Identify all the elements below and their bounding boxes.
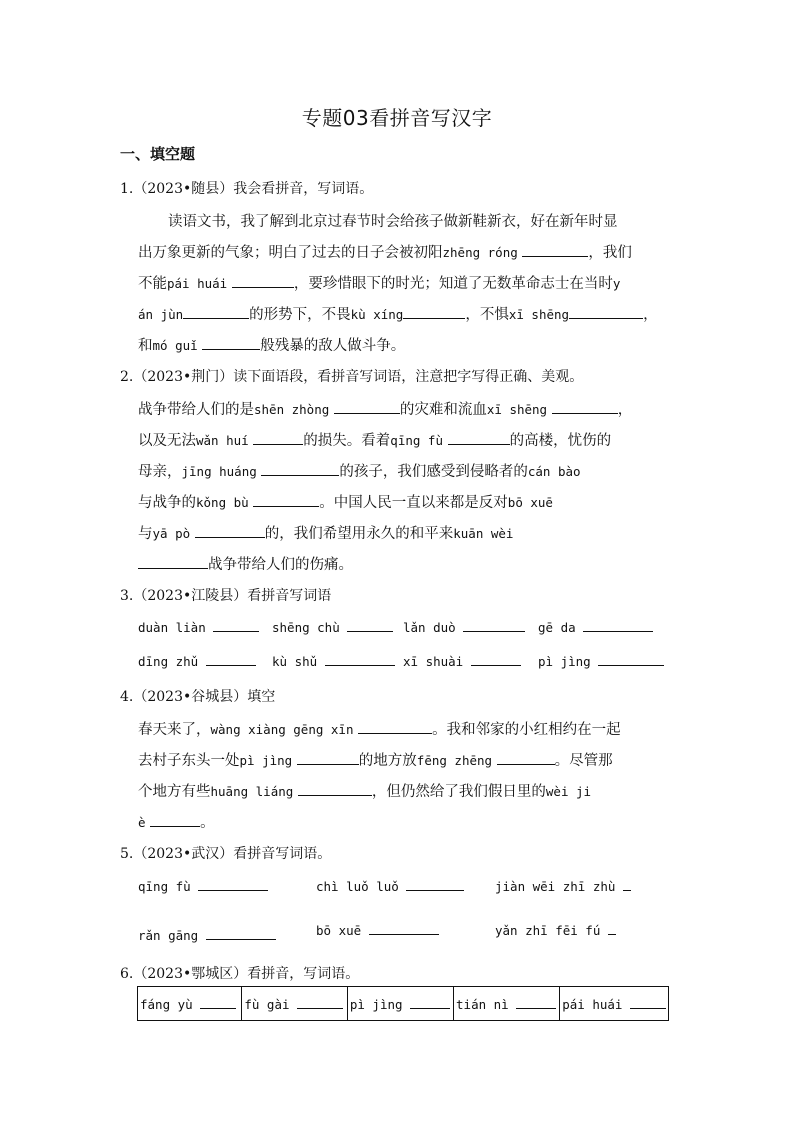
pinyin: pái huái: [562, 996, 623, 1012]
q2-line-6: [138, 553, 353, 574]
pinyin: yā pò: [152, 526, 191, 541]
q5-item: [138, 878, 268, 894]
answer-blank[interactable]: [297, 996, 343, 1009]
q4-line-4: [138, 811, 215, 832]
q1-text: ，: [643, 307, 658, 323]
q1-text: ，不惧: [465, 307, 509, 323]
pinyin: jīng huáng: [181, 464, 257, 479]
question-2-heading: 2.（2023•荆门）读下面语段，看拼音写词语，注意把字写得正确、美观。: [120, 369, 584, 385]
pinyin: duàn liàn: [138, 620, 206, 635]
pinyin: án jùn: [138, 307, 184, 322]
answer-blank[interactable]: [522, 244, 588, 257]
pinyin: shēng chù: [272, 620, 340, 635]
table-cell: [242, 987, 347, 1021]
answer-blank[interactable]: [598, 653, 664, 666]
q5-item: [495, 878, 631, 894]
pinyin: tián nì: [456, 996, 509, 1012]
question-3-heading: 3.（2023•江陵县）看拼音写词语: [120, 588, 332, 604]
answer-blank[interactable]: [608, 922, 616, 935]
q4-text: 去村子东头一处: [138, 753, 240, 769]
q3-item: [403, 619, 525, 635]
pinyin: mó guǐ: [152, 338, 198, 353]
pinyin: fù gài: [244, 996, 290, 1012]
pinyin: yǎn zhī fēi fú: [495, 923, 601, 938]
pinyin: bō xuē: [507, 495, 553, 510]
q4-text: 个地方有些: [138, 784, 211, 800]
q2-text: 母亲，: [138, 464, 182, 480]
q6-table: [137, 986, 669, 1021]
pinyin: y: [612, 276, 621, 291]
answer-blank[interactable]: [253, 494, 319, 507]
pinyin: pì jìng: [239, 753, 293, 768]
q1-text: 不能: [138, 276, 167, 292]
answer-blank[interactable]: [630, 996, 666, 1009]
q1-line-2: [138, 241, 632, 262]
answer-blank[interactable]: [334, 401, 400, 414]
q3-item: [138, 653, 256, 669]
q1-text: 读语文书，我了解到北京过春节时会给孩子做新鞋新衣，好在新年时显: [168, 214, 618, 230]
q4-line-1: [138, 718, 621, 739]
pinyin: dīng zhǔ: [138, 654, 199, 669]
pinyin: qīng fù: [390, 433, 443, 448]
answer-blank[interactable]: [552, 401, 618, 414]
answer-blank[interactable]: [448, 432, 510, 445]
pinyin: kù xíng: [350, 307, 404, 322]
q1-line-5: [138, 334, 405, 355]
pinyin: fēng zhēng: [416, 753, 493, 768]
answer-blank[interactable]: [206, 653, 256, 666]
question-5-heading: 5.（2023•武汉）看拼音写词语。: [120, 846, 332, 862]
pinyin: fáng yù: [140, 996, 193, 1012]
q3-item: [403, 653, 521, 669]
section-heading: 一、填空题: [120, 145, 196, 163]
answer-blank[interactable]: [200, 996, 236, 1009]
pinyin: xī shuài: [403, 654, 464, 669]
q4-line-3: [138, 780, 591, 801]
q2-text: 的孩子，我们感受到侵略者的: [339, 464, 528, 480]
pinyin: qīng fù: [138, 879, 191, 894]
answer-blank[interactable]: [569, 306, 643, 319]
pinyin: jiàn wēi zhī zhù: [495, 879, 616, 894]
answer-blank[interactable]: [471, 653, 521, 666]
q1-text: 出万象更新的气象；明白了过去的日子会被初阳: [138, 245, 443, 261]
q2-text: 战争带给人们的伤痛。: [208, 557, 353, 573]
answer-blank[interactable]: [516, 996, 556, 1009]
q3-item: [138, 619, 259, 635]
table-cell: [560, 987, 669, 1021]
q2-text: 。中国人民一直以来都是反对: [319, 495, 508, 511]
pinyin: kù shǔ: [272, 654, 318, 669]
q4-text: 。我和邻家的小红相约在一起: [432, 722, 621, 738]
answer-blank[interactable]: [202, 337, 260, 350]
pinyin: pì jìng: [349, 996, 403, 1012]
q4-text: 。: [200, 815, 215, 831]
table-row: [138, 987, 669, 1021]
answer-blank[interactable]: [253, 432, 303, 445]
answer-blank[interactable]: [623, 878, 631, 891]
q5-item: [316, 922, 439, 938]
question-4-heading: 4.（2023•谷城县）填空: [120, 689, 276, 705]
q4-text: 春天来了，: [138, 722, 211, 738]
answer-blank[interactable]: [150, 814, 200, 827]
answer-blank[interactable]: [410, 996, 450, 1009]
q2-line-5: [138, 522, 513, 543]
table-cell: [347, 987, 453, 1021]
pinyin: wèi ji: [545, 784, 592, 799]
q1-text: 和: [138, 338, 153, 354]
q2-line-3: [138, 460, 581, 481]
q2-text: 以及无法: [138, 433, 196, 449]
answer-blank[interactable]: [138, 556, 208, 569]
pinyin: kuān wèi: [453, 526, 514, 541]
q5-item: [495, 922, 616, 938]
q1-text: ，我们: [588, 245, 632, 261]
question-1-heading: 1.（2023•随县）我会看拼音，写词语。: [120, 181, 374, 197]
q2-line-1: [138, 398, 632, 419]
q2-text: 战争带给人们的是: [138, 402, 254, 418]
q1-line-3: [138, 272, 620, 293]
answer-blank[interactable]: [403, 306, 465, 319]
q4-text: 。尽管那: [554, 753, 613, 769]
answer-blank[interactable]: [261, 463, 339, 476]
q3-item: [272, 653, 395, 669]
q2-text: 与: [138, 526, 153, 542]
answer-blank[interactable]: [369, 922, 439, 935]
page-title: 专题03看拼音写汉字: [301, 106, 493, 130]
pinyin: lǎn duò: [403, 620, 456, 635]
pinyin: xī shēng: [508, 307, 570, 322]
q5-item: [316, 878, 464, 894]
pinyin: cán bào: [527, 464, 581, 479]
q4-line-2: [138, 749, 613, 770]
q1-line-4: [138, 303, 658, 324]
q1-text: 的形势下，不畏: [249, 307, 351, 323]
q1-text: 般残暴的敌人做斗争。: [260, 338, 406, 354]
q4-text: ，但仍然给了我们假日里的: [371, 784, 546, 800]
answer-blank[interactable]: [325, 653, 395, 666]
pinyin: zhēng róng: [442, 245, 518, 260]
pinyin: bō xuē: [316, 923, 362, 938]
q2-line-2: [138, 429, 611, 450]
pinyin: wàng xiàng gēng xīn: [210, 722, 354, 737]
q4-text: 的地方放: [358, 753, 417, 769]
answer-blank[interactable]: [406, 878, 464, 891]
pinyin: kǒng bù: [196, 495, 249, 510]
q5-item: [138, 927, 276, 943]
q3-item: [272, 619, 393, 635]
answer-blank[interactable]: [347, 619, 393, 632]
table-cell: [454, 987, 560, 1021]
pinyin: gē da: [538, 620, 576, 635]
q2-text: 的灾难和流血: [399, 402, 487, 418]
pinyin: chì luǒ luǒ: [316, 879, 399, 894]
pinyin: pái huái: [167, 276, 228, 291]
answer-blank[interactable]: [583, 619, 653, 632]
answer-blank[interactable]: [206, 927, 276, 940]
q2-text: 的高楼，忧伤的: [509, 433, 612, 449]
question-6-heading: 6.（2023•鄂城区）看拼音，写词语。: [120, 966, 360, 982]
answer-blank[interactable]: [463, 619, 525, 632]
answer-blank[interactable]: [497, 752, 555, 765]
pinyin: huāng liáng: [210, 784, 294, 799]
answer-blank[interactable]: [358, 721, 432, 734]
pinyin: shēn zhòng: [254, 402, 330, 417]
answer-blank[interactable]: [198, 878, 268, 891]
q3-item: [538, 619, 653, 635]
q3-item: [538, 653, 664, 669]
pinyin: xī shēng: [486, 402, 548, 417]
q1-line-1: [168, 210, 618, 231]
answer-blank[interactable]: [297, 752, 359, 765]
q2-text: 与战争的: [138, 495, 196, 511]
q2-text: 的损失。看着: [303, 433, 391, 449]
q2-line-4: [138, 491, 553, 512]
table-cell: [138, 987, 242, 1021]
q2-text: 的，我们希望用永久的和平来: [264, 526, 454, 542]
answer-blank[interactable]: [183, 306, 249, 319]
answer-blank[interactable]: [232, 275, 294, 288]
pinyin: wǎn huí: [196, 433, 249, 448]
q1-text: ，要珍惜眼下的时光；知道了无数革命志士在当时: [293, 276, 613, 292]
pinyin: è: [138, 815, 146, 830]
pinyin: pì jìng: [538, 654, 591, 669]
answer-blank[interactable]: [213, 619, 259, 632]
pinyin: rǎn gāng: [138, 928, 199, 943]
answer-blank[interactable]: [195, 525, 265, 538]
q2-text: ，: [617, 402, 633, 418]
answer-blank[interactable]: [298, 783, 372, 796]
